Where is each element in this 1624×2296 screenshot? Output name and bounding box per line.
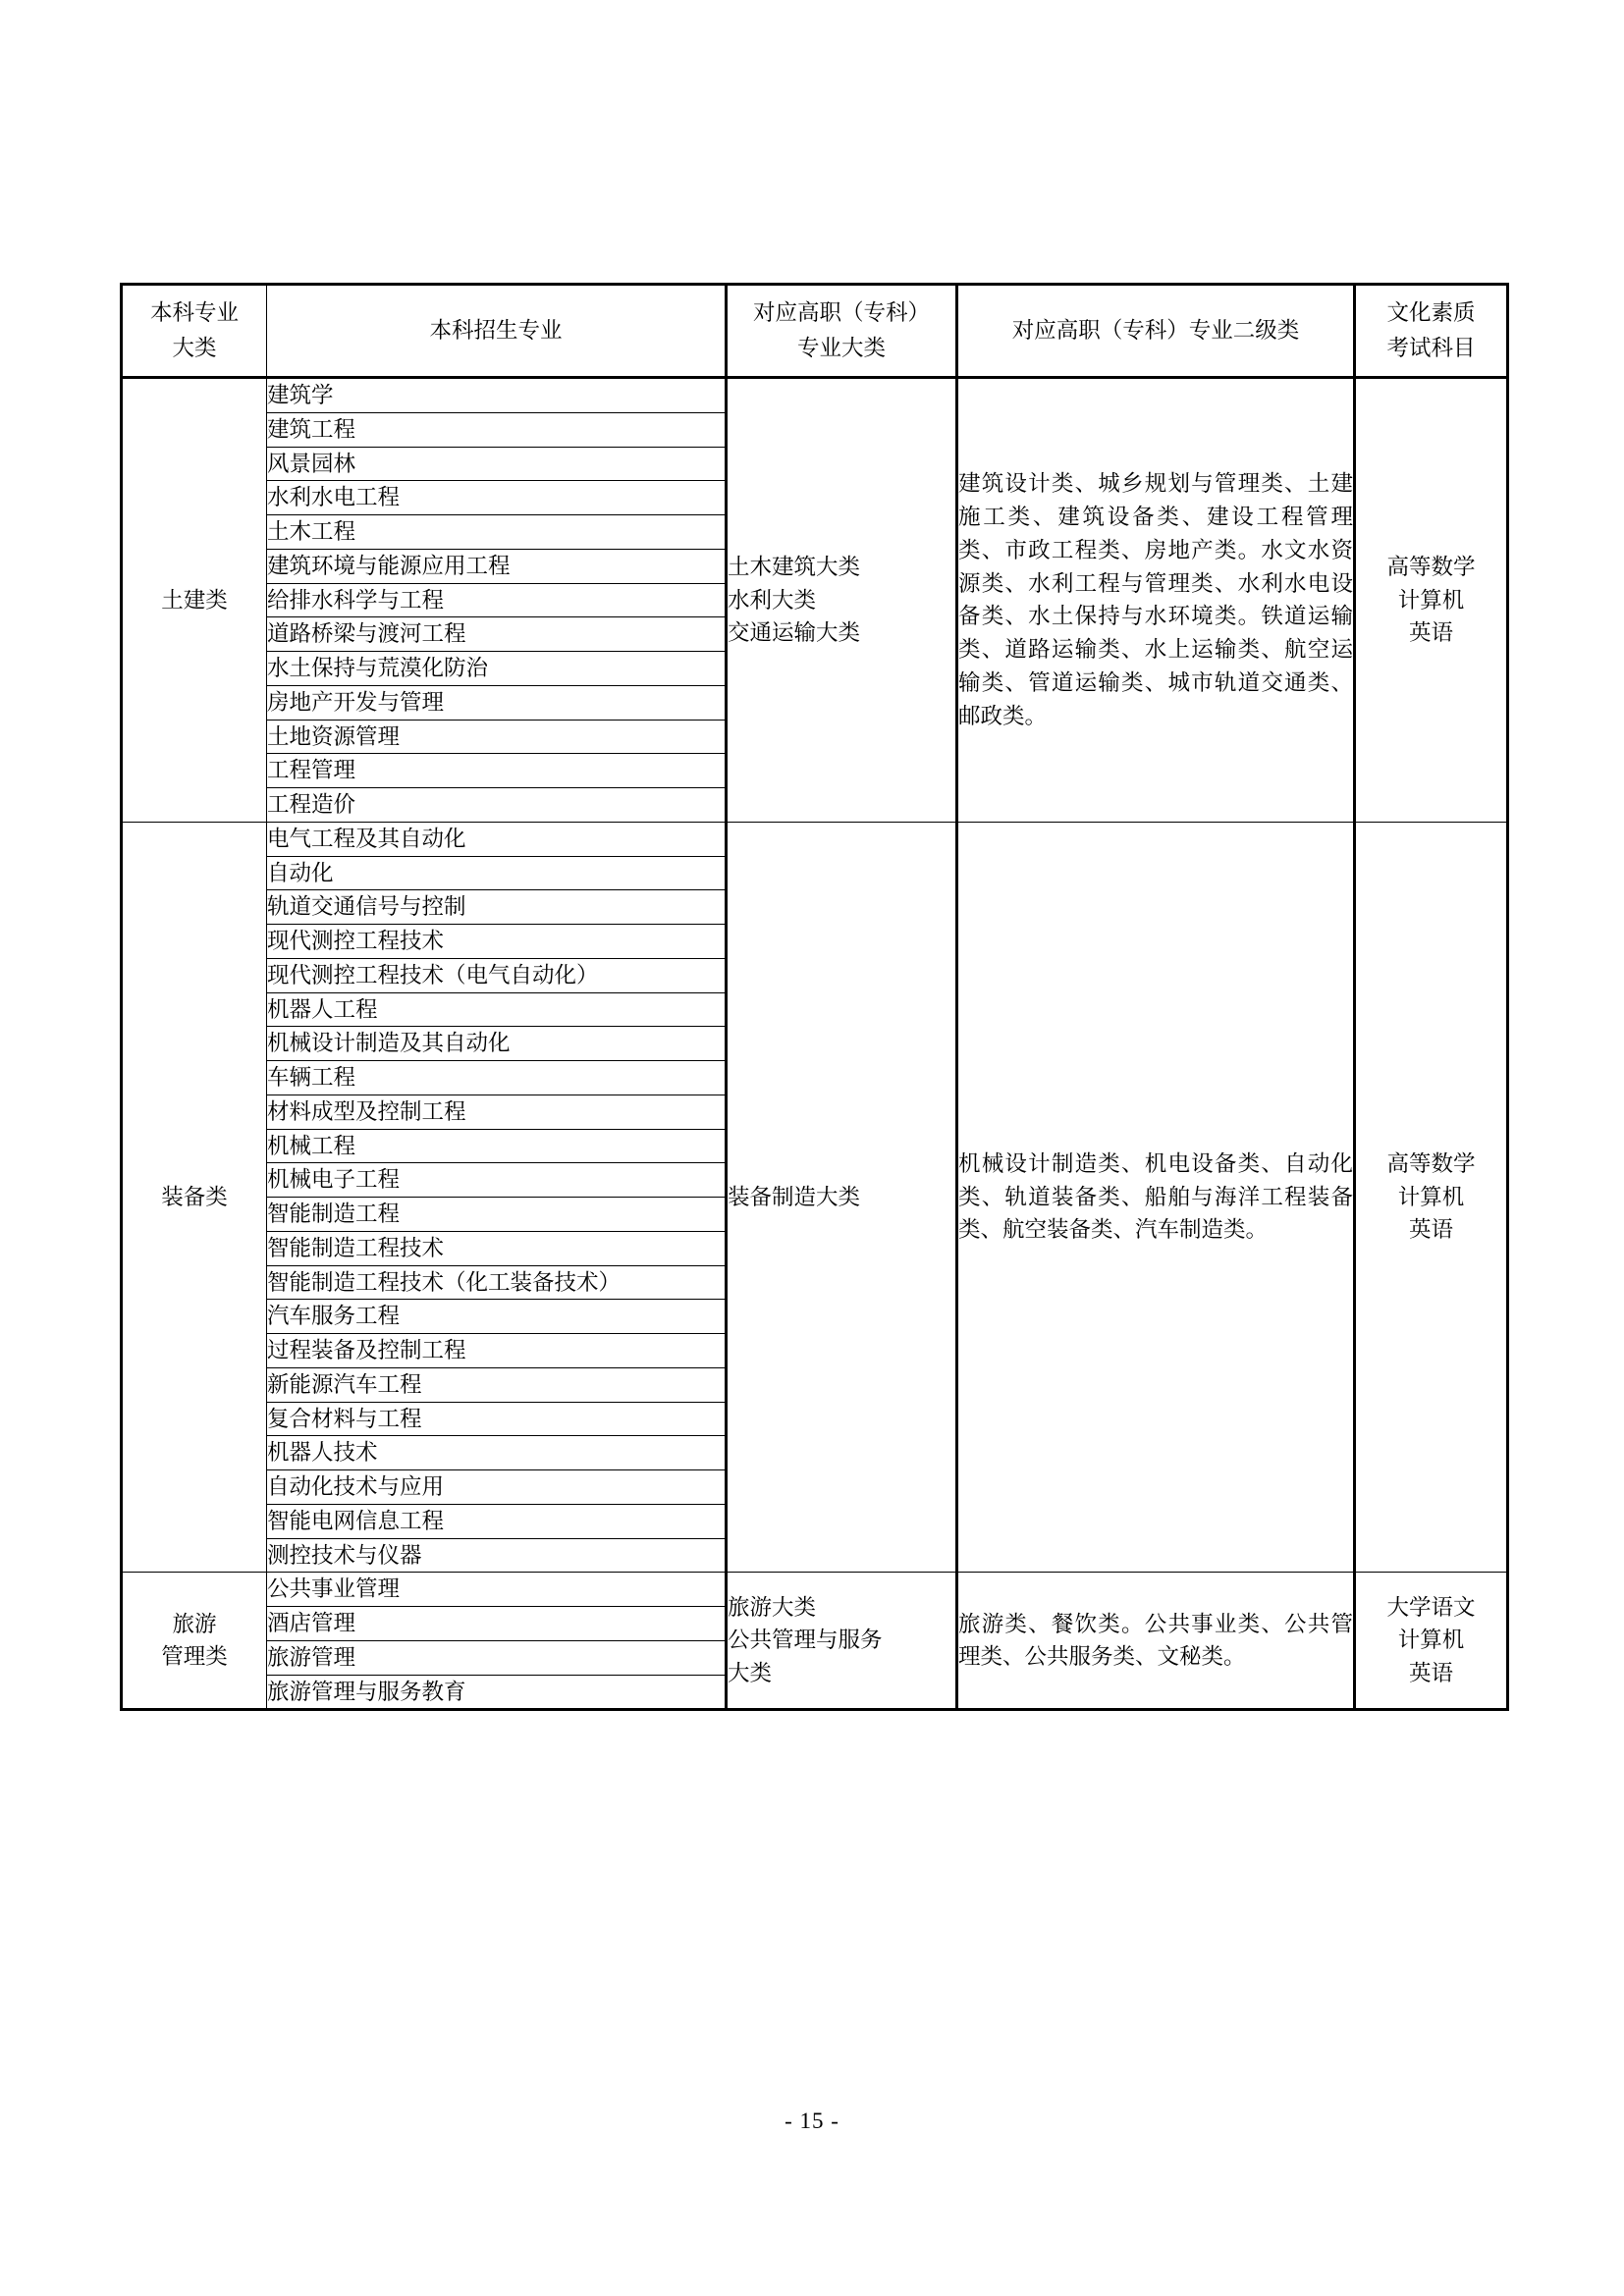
major-mapping-table [120, 283, 1509, 1711]
exam-subject-line: 英语 [1408, 620, 1453, 646]
major-cell: 建筑环境与能源应用工程 [267, 549, 727, 583]
major-mapping-table-wrapper [120, 283, 1506, 1711]
major-cell: 车辆工程 [267, 1061, 727, 1095]
header-line: 本科专业 [149, 300, 239, 325]
major-cell: 复合材料与工程 [267, 1402, 727, 1436]
major-cell: 机械设计制造及其自动化 [267, 1027, 727, 1061]
voc-category-line: 土木建筑大类 [728, 554, 861, 579]
page-footer: - 15 - [785, 2109, 839, 2133]
major-cell: 电气工程及其自动化 [267, 822, 727, 856]
exam-subject-line: 高等数学 [1386, 554, 1476, 579]
major-cell: 机器人技术 [267, 1436, 727, 1470]
exam-subject-line: 高等数学 [1386, 1150, 1476, 1176]
header-voc-category [727, 285, 957, 378]
major-cell: 过程装备及控制工程 [267, 1334, 727, 1368]
exam-subject-cell-civil [1355, 378, 1508, 823]
major-cell: 风景园林 [267, 447, 727, 481]
table-body [122, 378, 1508, 1710]
major-cell: 自动化技术与应用 [267, 1470, 727, 1505]
voc-subcategory-cell-tourism: 旅游类、餐饮类。公共事业类、公共管理类、公共服务类、文秘类。 [957, 1573, 1355, 1710]
voc-category-cell-equipment [727, 822, 957, 1573]
major-cell: 智能制造工程技术 [267, 1231, 727, 1265]
group-cell-tourism [122, 1573, 267, 1710]
header-exam-subject [1355, 285, 1508, 378]
major-cell: 土地资源管理 [267, 720, 727, 754]
major-cell: 建筑学 [267, 378, 727, 413]
voc-category-line: 公共管理与服务 [728, 1628, 883, 1653]
header-line: 对应高职（专科） [752, 300, 930, 325]
voc-subcategory-cell-equipment: 机械设计制造类、机电设备类、自动化类、轨道装备类、船舶与海洋工程装备类、航空装备类、汽车制造类。 [957, 822, 1355, 1573]
exam-subject-line: 英语 [1408, 1661, 1453, 1686]
voc-category-line: 大类 [728, 1661, 773, 1686]
group-cell-civil-construction [122, 378, 267, 823]
exam-subject-line: 计算机 [1397, 1184, 1465, 1209]
voc-category-line: 水利大类 [728, 587, 817, 613]
voc-subcategory-cell-civil: 建筑设计类、城乡规划与管理类、土建施工类、建筑设备类、建设工程管理类、市政工程类、房地产类。水文水资源类、水利工程与管理类、水利水电设备类、水土保持与水环境类。铁道运输类、道路运输类、水上运输类、航空运输类、管道运输类、城市轨道交通类、邮政类。 [957, 378, 1355, 823]
major-cell: 道路桥梁与渡河工程 [267, 617, 727, 652]
major-cell: 公共事业管理 [267, 1573, 727, 1607]
table-row [122, 822, 1508, 856]
major-cell: 土木工程 [267, 515, 727, 550]
voc-category-cell-tourism [727, 1573, 957, 1710]
major-cell: 给排水科学与工程 [267, 583, 727, 617]
header-undergrad-category [122, 285, 267, 378]
major-cell: 智能电网信息工程 [267, 1504, 727, 1538]
voc-category-cell-civil [727, 378, 957, 823]
major-cell: 测控技术与仪器 [267, 1538, 727, 1573]
voc-category-line: 装备制造大类 [728, 1184, 861, 1209]
major-cell: 现代测控工程技术 [267, 925, 727, 959]
exam-subject-line: 大学语文 [1386, 1594, 1476, 1620]
voc-category-line: 交通运输大类 [728, 620, 861, 646]
major-cell: 材料成型及控制工程 [267, 1095, 727, 1129]
major-cell: 现代测控工程技术（电气自动化） [267, 958, 727, 992]
major-cell: 工程造价 [267, 788, 727, 823]
header-line: 考试科目 [1386, 336, 1476, 360]
major-cell: 工程管理 [267, 754, 727, 788]
exam-subject-line: 计算机 [1397, 587, 1465, 613]
header-line: 文化素质 [1386, 300, 1476, 325]
header-line: 大类 [172, 336, 217, 360]
major-cell: 智能制造工程技术（化工装备技术） [267, 1265, 727, 1300]
group-label-line: 管理类 [161, 1644, 228, 1670]
header-line: 专业大类 [796, 336, 886, 360]
exam-subject-line: 计算机 [1397, 1628, 1465, 1653]
major-cell: 酒店管理 [267, 1607, 727, 1641]
major-cell: 智能制造工程 [267, 1198, 727, 1232]
voc-category-line: 旅游大类 [728, 1594, 817, 1620]
major-cell: 机器人工程 [267, 992, 727, 1027]
group-cell-equipment [122, 822, 267, 1573]
group-label-line: 土建类 [161, 587, 228, 613]
exam-subject-cell-tourism [1355, 1573, 1508, 1710]
major-cell: 建筑工程 [267, 412, 727, 447]
group-label-line: 装备类 [161, 1184, 228, 1209]
major-cell: 自动化 [267, 856, 727, 890]
major-cell: 旅游管理 [267, 1640, 727, 1675]
exam-subject-cell-equipment [1355, 822, 1508, 1573]
major-cell: 机械电子工程 [267, 1163, 727, 1198]
header-undergrad-major [267, 285, 727, 378]
major-cell: 水土保持与荒漠化防治 [267, 652, 727, 686]
header-line: 本科招生专业 [429, 318, 563, 343]
major-cell: 新能源汽车工程 [267, 1367, 727, 1402]
table-row [122, 1573, 1508, 1607]
table-row [122, 378, 1508, 413]
major-cell: 轨道交通信号与控制 [267, 890, 727, 925]
header-line: 对应高职（专科）专业二级类 [1011, 318, 1300, 343]
major-cell: 旅游管理与服务教育 [267, 1675, 727, 1710]
major-cell: 房地产开发与管理 [267, 685, 727, 720]
exam-subject-line: 英语 [1408, 1217, 1453, 1243]
major-cell: 水利水电工程 [267, 481, 727, 515]
major-cell: 汽车服务工程 [267, 1300, 727, 1334]
table-header-row [122, 285, 1508, 378]
group-label-line: 旅游 [172, 1611, 217, 1636]
major-cell: 机械工程 [267, 1129, 727, 1163]
header-voc-subcategory [957, 285, 1355, 378]
